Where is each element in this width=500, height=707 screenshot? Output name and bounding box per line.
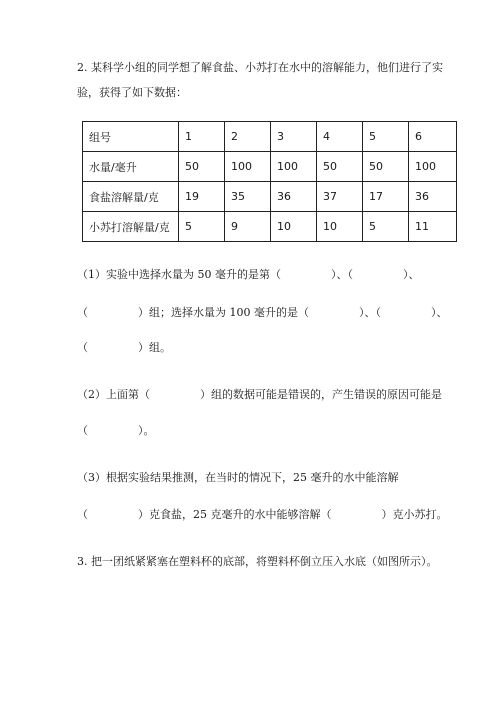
table-cell: 50 bbox=[363, 152, 409, 182]
table-row bbox=[83, 212, 457, 242]
subquestion-2-line2 bbox=[77, 424, 155, 438]
table-cell: 5 bbox=[179, 212, 225, 242]
table-cell: 小苏打溶解量/克 bbox=[83, 212, 179, 242]
question-2-text-line2: 验，获得了如下数据： bbox=[77, 86, 187, 99]
text-span: （2）上面第（ bbox=[77, 388, 150, 401]
text-span: ）。 bbox=[138, 424, 155, 437]
table-row bbox=[83, 122, 457, 152]
table-cell: 9 bbox=[225, 212, 271, 242]
text-span: （ bbox=[77, 508, 88, 521]
text-span: ）、（ bbox=[331, 268, 353, 281]
subquestion-1-line3 bbox=[77, 341, 171, 355]
table-cell: 3 bbox=[271, 122, 317, 152]
subquestion-3-line1: （3）根据实验结果推测，在当时的情况下，25 毫升的水中能溶解 bbox=[77, 471, 399, 484]
text-span: ）、 bbox=[403, 268, 420, 281]
table-cell: 5 bbox=[363, 212, 409, 242]
table-cell: 50 bbox=[179, 152, 225, 182]
subquestion-3-line2 bbox=[77, 508, 448, 522]
table-row bbox=[83, 182, 457, 212]
table-cell: 食盐溶解量/克 bbox=[83, 182, 179, 212]
text-span: （ bbox=[77, 341, 88, 354]
text-span: （ bbox=[77, 424, 88, 437]
table-cell: 组号 bbox=[83, 122, 179, 152]
table-cell: 水量/毫升 bbox=[83, 152, 179, 182]
text-span: ）组；选择水量为 100 毫升的是（ bbox=[138, 306, 309, 319]
text-span: ）组。 bbox=[138, 341, 171, 354]
table-cell: 11 bbox=[409, 212, 457, 242]
table-cell: 37 bbox=[317, 182, 363, 212]
table-cell: 17 bbox=[363, 182, 409, 212]
table-cell: 100 bbox=[271, 152, 317, 182]
table-cell: 4 bbox=[317, 122, 363, 152]
question-2-text-line1: 2. 某科学小组的同学想了解食盐、小苏打在水中的溶解能力，他们进行了实 bbox=[77, 61, 443, 74]
table-cell: 5 bbox=[363, 122, 409, 152]
subquestion-1-line2 bbox=[77, 306, 448, 320]
table-cell: 10 bbox=[317, 212, 363, 242]
table-cell: 6 bbox=[409, 122, 457, 152]
text-span: ）组的数据可能是错误的，产生错误的原因可能是 bbox=[200, 388, 442, 401]
table-row bbox=[83, 152, 457, 182]
text-span: ）克小苏打。 bbox=[381, 508, 448, 521]
table-cell: 2 bbox=[225, 122, 271, 152]
table-cell: 35 bbox=[225, 182, 271, 212]
text-span: （ bbox=[77, 306, 88, 319]
text-span: ）、（ bbox=[359, 306, 381, 319]
table-cell: 100 bbox=[409, 152, 457, 182]
table-cell: 19 bbox=[179, 182, 225, 212]
text-span: （1）实验中选择水量为 50 毫升的是第（ bbox=[77, 268, 281, 281]
subquestion-2-line1 bbox=[77, 388, 442, 402]
table-cell: 50 bbox=[317, 152, 363, 182]
table-cell: 36 bbox=[271, 182, 317, 212]
table-cell: 36 bbox=[409, 182, 457, 212]
subquestion-1-line1 bbox=[77, 268, 420, 282]
question-3-text: 3. 把一团纸紧紧塞在塑料杯的底部，将塑料杯倒立压入水底（如图所示）。 bbox=[77, 555, 438, 568]
text-span: ）、 bbox=[431, 306, 448, 319]
table-cell: 1 bbox=[179, 122, 225, 152]
table-cell: 100 bbox=[225, 152, 271, 182]
table-cell: 10 bbox=[271, 212, 317, 242]
text-span: ）克食盐，25 克毫升的水中能够溶解（ bbox=[138, 508, 332, 521]
data-table bbox=[82, 121, 457, 242]
